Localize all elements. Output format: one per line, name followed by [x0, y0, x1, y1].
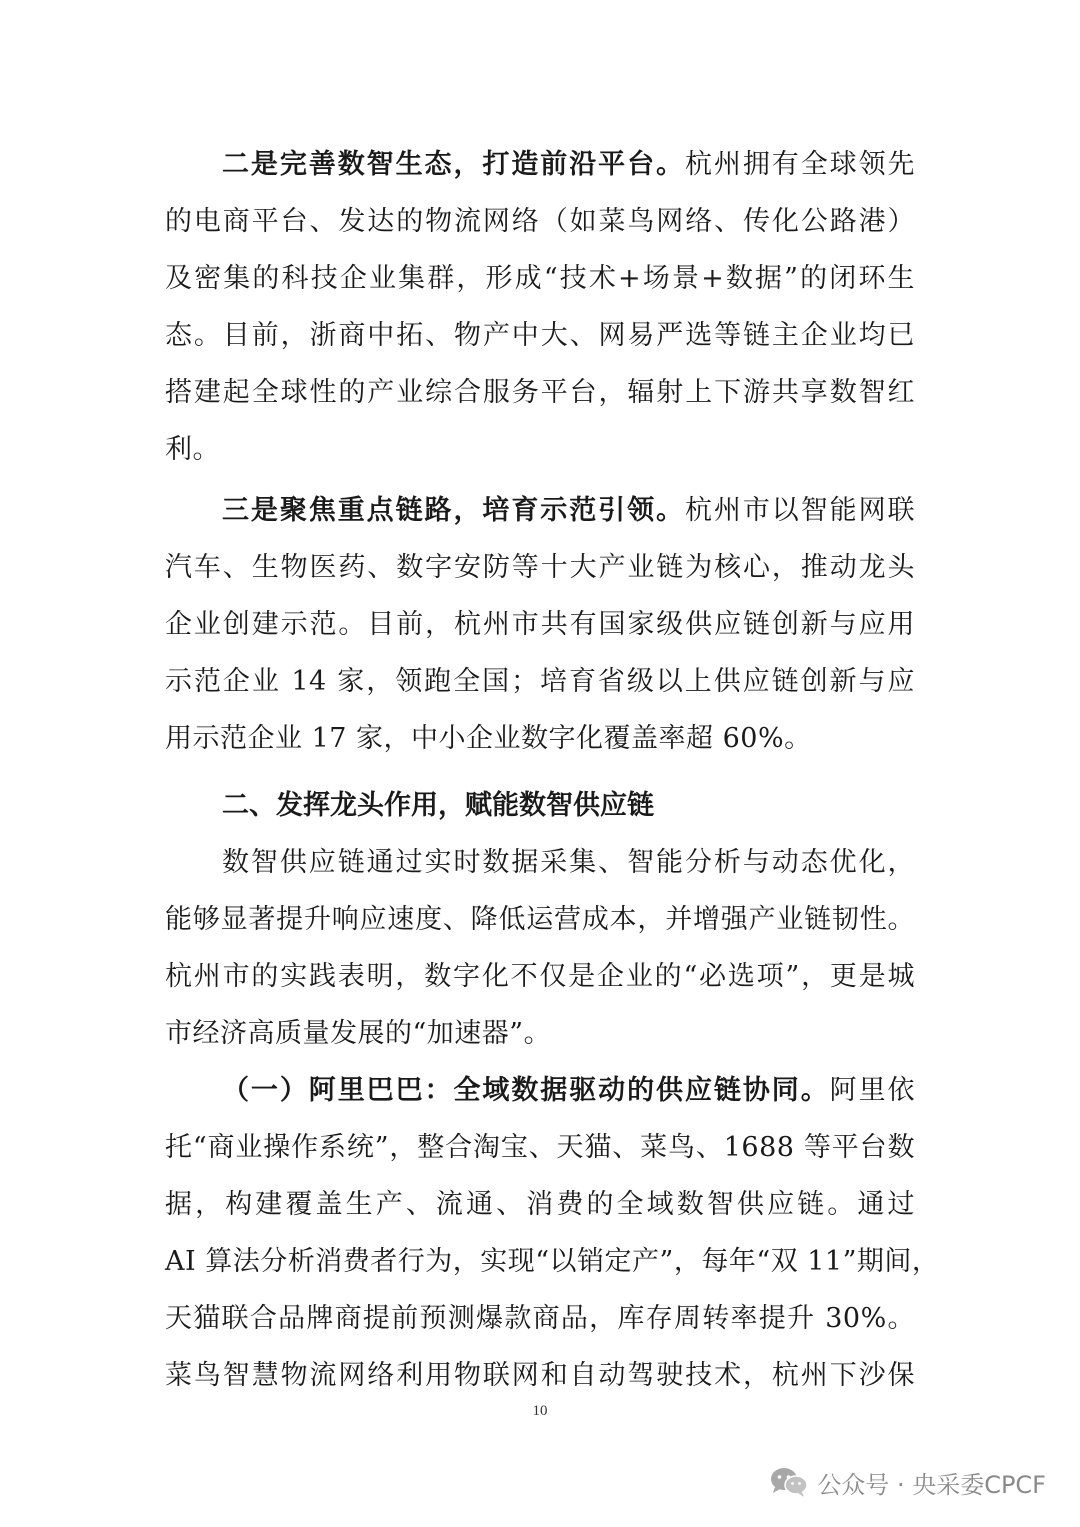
paragraph-line: 据，构建覆盖生产、流通、消费的全域数智供应链。通过 [165, 1189, 915, 1220]
paragraph-line: 数智供应链通过实时数据采集、智能分析与动态优化， [222, 847, 915, 878]
paragraph-line: 市经济高质量发展的“加速器”。 [165, 1018, 552, 1049]
paragraph-line: 汽车、生物医药、数字安防等十大产业链为核心，推动龙头 [165, 552, 915, 583]
bold-lead: 三是聚焦重点链路，培育示范引领。 [222, 495, 685, 526]
document-body [165, 136, 940, 1404]
paragraph-line: 菜鸟智慧物流网络利用物联网和自动驾驶技术，杭州下沙保 [165, 1360, 915, 1391]
section-heading: 二、发挥龙头作用，赋能数智供应链 [222, 790, 654, 821]
line-text: 杭州市以智能网联 [684, 495, 916, 526]
paragraph-line: 搭建起全球性的产业综合服务平台，辐射上下游共享数智红 [165, 377, 915, 408]
paragraph-line [165, 482, 915, 539]
paragraph-line: 托“商业操作系统”，整合淘宝、天猫、菜鸟、1688 等平台数 [165, 1132, 915, 1163]
bold-lead: （一）阿里巴巴：全域数据驱动的供应链协同。 [222, 1075, 830, 1106]
paragraph-line: 用示范企业 17 家，中小企业数字化覆盖率超 60%。 [165, 723, 812, 754]
paragraph-line: 利。 [165, 434, 220, 465]
paragraph-line: AI 算法分析消费者行为，实现“以销定产”，每年“双 11”期间， [165, 1246, 940, 1277]
paragraph-line: 的电商平台、发达的物流网络（如菜鸟网络、传化公路港） [165, 206, 915, 237]
line-text: 阿里依 [829, 1075, 916, 1106]
paragraph-line [165, 1062, 915, 1119]
paragraph-line: 杭州市的实践表明，数字化不仅是企业的“必选项”，更是城 [165, 961, 915, 992]
paragraph-line: 企业创建示范。目前，杭州市共有国家级供应链创新与应用 [165, 609, 915, 640]
paragraph-line: 示范企业 14 家，领跑全国；培育省级以上供应链创新与应 [165, 666, 915, 697]
wechat-icon [769, 1466, 809, 1498]
wechat-watermark [769, 1462, 1046, 1502]
bold-lead: 二是完善数智生态，打造前沿平台。 [222, 149, 685, 180]
paragraph-line: 天猫联合品牌商提前预测爆款商品，库存周转率提升 30%。 [165, 1303, 915, 1334]
paragraph [165, 1062, 940, 1404]
line-text: 杭州拥有全球领先 [684, 149, 916, 180]
paragraph [165, 834, 915, 1062]
paragraph-line: 及密集的科技企业集群，形成“技术+场景+数据”的闭环生 [165, 263, 915, 294]
paragraph [165, 136, 915, 478]
paragraph-line [165, 136, 915, 193]
paragraph [165, 482, 915, 767]
paragraph-line: 能够显著提升响应速度、降低运营成本，并增强产业链韧性。 [165, 904, 915, 935]
watermark-text: 公众号 · 央采委CPCF [817, 1470, 1046, 1499]
page-number: 10 [532, 1403, 548, 1419]
paragraph-line: 态。目前，浙商中拓、物产中大、网易严选等链主企业均已 [165, 320, 915, 351]
